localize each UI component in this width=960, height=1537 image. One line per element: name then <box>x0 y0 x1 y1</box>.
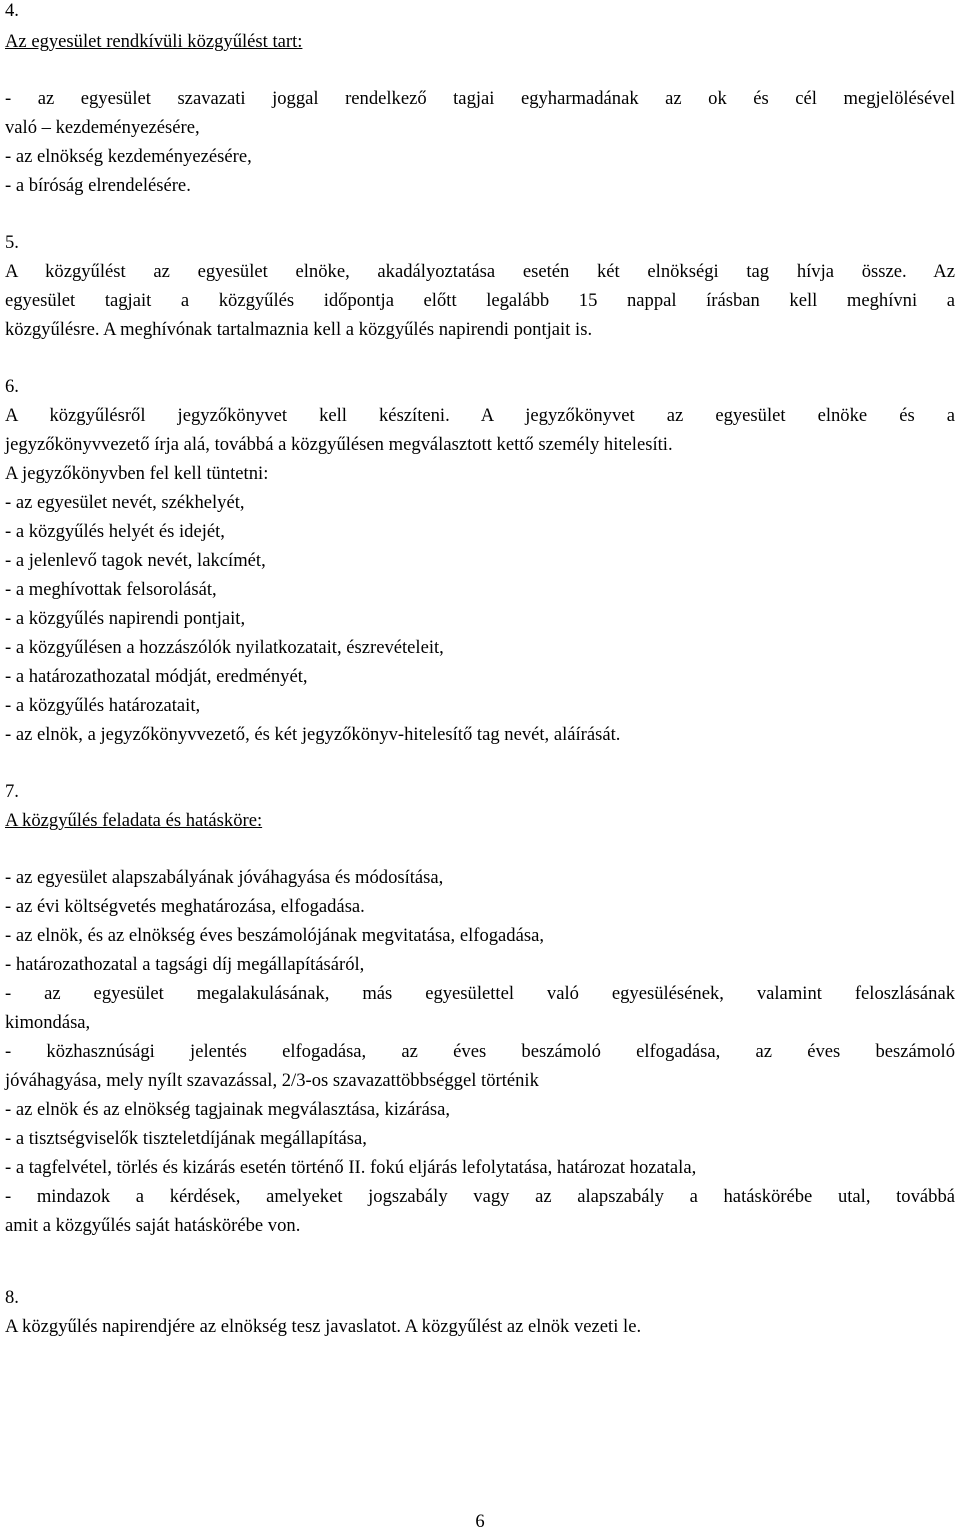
list-item: kimondása, <box>5 1012 91 1033</box>
list-item: - az egyesület megalakulásának, más egyesülettel való egyesülésének, valamint feloszlásának <box>5 983 955 1004</box>
list-item: - a közgyűlés napirendi pontjait, <box>5 608 246 629</box>
section-number: 6. <box>5 376 19 397</box>
section-heading: Az egyesület rendkívüli közgyűlést tart: <box>5 31 303 52</box>
list-item: - a meghívottak felsorolását, <box>5 579 217 600</box>
list-item: - az évi költségvetés meghatározása, elfogadása. <box>5 896 365 917</box>
text-line: - az egyesület szavazati joggal rendelkező tagjai egyharmadának az ok és cél megjelölésével <box>5 88 955 109</box>
list-item: - közhasznúsági jelentés elfogadása, az éves beszámoló elfogadása, az éves beszámoló <box>5 1041 955 1062</box>
list-item: - az elnök és az elnökség tagjainak megválasztása, kizárása, <box>5 1099 451 1120</box>
text-line: - az elnökség kezdeményezésére, <box>5 146 252 167</box>
list-item: - a közgyűlésen a hozzászólók nyilatkozatait, észrevételeit, <box>5 637 444 658</box>
text-line: - a bíróság elrendelésére. <box>5 175 191 196</box>
list-item: - a közgyűlés helyét és idejét, <box>5 521 225 542</box>
text-line: közgyűlésre. A meghívónak tartalmaznia kell a közgyűlés napirendi pontjait is. <box>5 319 593 340</box>
list-item: - a közgyűlés határozatait, <box>5 695 201 716</box>
section-number: 8. <box>5 1287 19 1308</box>
list-item: - az egyesület nevét, székhelyét, <box>5 492 245 513</box>
text-line: való – kezdeményezésére, <box>5 117 200 138</box>
list-item: - a jelenlevő tagok nevét, lakcímét, <box>5 550 266 571</box>
text-line: A közgyűlés napirendjére az elnökség tesz javaslatot. A közgyűlést az elnök vezeti le. <box>5 1316 642 1337</box>
page-number: 6 <box>475 1511 485 1532</box>
list-item: jóváhagyása, mely nyílt szavazással, 2/3-os szavazattöbbséggel történik <box>5 1070 539 1091</box>
section-number: 4. <box>5 0 19 21</box>
text-line: jegyzőkönyvvezető írja alá, továbbá a közgyűlésen megválasztott kettő személy hitelesíti. <box>5 434 673 455</box>
list-item: - a tisztségviselők tiszteletdíjának megállapítása, <box>5 1128 367 1149</box>
section-number: 7. <box>5 781 19 802</box>
list-item: - a határozathozatal módját, eredményét, <box>5 666 308 687</box>
list-item: - határozathozatal a tagsági díj megállapításáról, <box>5 954 365 975</box>
list-item: - a tagfelvétel, törlés és kizárás esetén történő II. fokú eljárás lefolytatása, határozat hozatala, <box>5 1157 697 1178</box>
text-line: A közgyűlésről jegyzőkönyvet kell készíteni. A jegyzőkönyvet az egyesület elnöke és a <box>5 405 955 426</box>
text-line: A jegyzőkönyvben fel kell tüntetni: <box>5 463 269 484</box>
list-item: - az elnök, a jegyzőkönyvvezető, és két jegyzőkönyv-hitelesítő tag nevét, aláírását. <box>5 724 621 745</box>
section-number: 5. <box>5 232 19 253</box>
list-item: - mindazok a kérdések, amelyeket jogszabály vagy az alapszabály a hatáskörébe utal, továbbá <box>5 1186 955 1207</box>
list-item: amit a közgyűlés saját hatáskörébe von. <box>5 1215 301 1236</box>
section-heading: A közgyűlés feladata és hatásköre: <box>5 810 263 831</box>
list-item: - az elnök, és az elnökség éves beszámolójának megvitatása, elfogadása, <box>5 925 544 946</box>
text-line: egyesület tagjait a közgyűlés időpontja előtt legalább 15 nappal írásban kell meghívni a <box>5 290 955 311</box>
text-line: A közgyűlést az egyesület elnöke, akadályoztatása esetén két elnökségi tag hívja össze. Az <box>5 261 955 282</box>
list-item: - az egyesület alapszabályának jóváhagyása és módosítása, <box>5 867 444 888</box>
